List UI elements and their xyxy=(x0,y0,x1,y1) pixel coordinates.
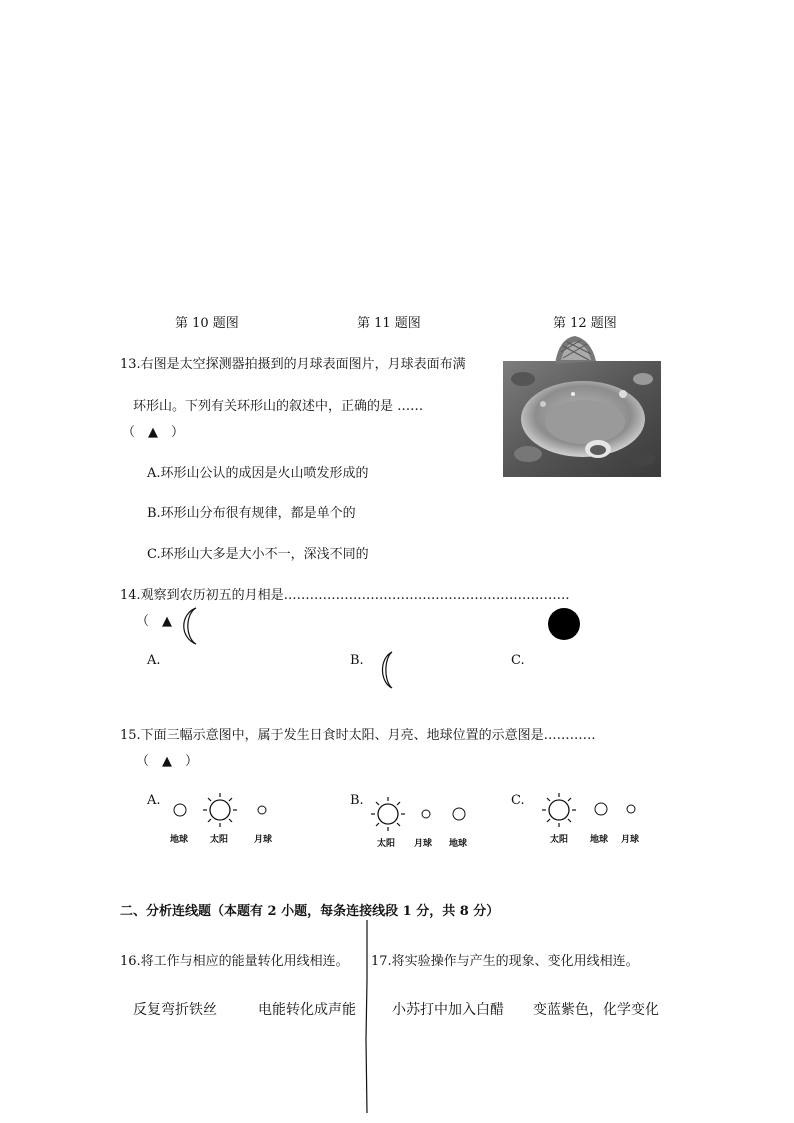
q13-option-b: B.环形山分布很有规律，都是单个的 xyxy=(147,506,356,521)
q15-a-label-sun: 太阳 xyxy=(210,835,229,845)
moon-surface-photo-icon xyxy=(503,334,663,479)
q17-left-item: 小苏打中加入白醋 xyxy=(392,1002,504,1018)
sun-icon xyxy=(370,796,406,832)
sun-icon xyxy=(202,792,238,828)
moon-icon xyxy=(625,803,637,815)
q14-answer-blank: （ ▲ xyxy=(136,614,172,629)
q13-answer-blank: （ ▲ ） xyxy=(122,425,184,440)
caption-fig-10: 第 10 题图 xyxy=(175,316,239,331)
q15-a-label-moon: 月球 xyxy=(254,835,273,845)
section2-heading: 二、分析连线题（本题有 2 小题，每条连接线段 1 分，共 8 分） xyxy=(120,904,500,919)
q17-right-item: 变蓝紫色，化学变化 xyxy=(533,1002,659,1018)
q15-a-label-earth: 地球 xyxy=(170,835,189,845)
q16-left-item: 反复弯折铁丝 xyxy=(133,1002,217,1018)
caption-fig-12: 第 12 题图 xyxy=(553,316,617,331)
moon-phase-a-icon xyxy=(178,606,202,648)
q13-stem-line2: 环形山。下列有关环形山的叙述中，正确的是 …… xyxy=(133,399,424,414)
q15-c-label-sun: 太阳 xyxy=(550,835,569,845)
q15-option-b-label: B. xyxy=(350,793,364,808)
q15-option-c-label: C. xyxy=(511,793,525,808)
q15-b-label-earth: 地球 xyxy=(449,839,468,849)
q14-option-a-label: A. xyxy=(147,653,161,668)
q13-stem-line1: 13.右图是太空探测器拍摄到的月球表面图片，月球表面布满 xyxy=(120,357,466,372)
q16-right-item: 电能转化成声能 xyxy=(258,1002,356,1018)
q14-option-c-label: C. xyxy=(511,653,525,668)
sun-icon xyxy=(541,792,577,828)
q17-stem: 17.将实验操作与产生的现象、变化用线相连。 xyxy=(371,954,639,969)
column-divider xyxy=(364,920,370,1115)
q13-option-c: C.环形山大多是大小不一，深浅不同的 xyxy=(147,547,369,562)
q14-stem: 14.观察到农历初五的月相是………………………………………………………… xyxy=(120,588,570,603)
q15-answer-blank: （ ▲ ） xyxy=(136,754,198,769)
earth-icon xyxy=(451,806,467,822)
earth-icon xyxy=(172,802,188,818)
q16-stem: 16.将工作与相应的能量转化用线相连。 xyxy=(120,954,349,969)
q15-option-a-label: A. xyxy=(147,793,161,808)
q15-b-label-moon: 月球 xyxy=(414,839,433,849)
earth-icon xyxy=(593,801,609,817)
q15-stem: 15.下面三幅示意图中，属于发生日食时太阳、月亮、地球位置的示意图是………… xyxy=(120,728,596,743)
moon-phase-b-icon xyxy=(378,650,398,692)
moon-icon xyxy=(256,804,268,816)
q14-option-b-label: B. xyxy=(350,653,364,668)
q13-option-a: A.环形山公认的成因是火山喷发形成的 xyxy=(147,466,369,481)
q15-c-label-moon: 月球 xyxy=(621,835,640,845)
moon-icon xyxy=(420,808,432,820)
q15-b-label-sun: 太阳 xyxy=(377,839,396,849)
caption-fig-11: 第 11 题图 xyxy=(357,316,421,331)
moon-phase-c-icon xyxy=(546,606,582,642)
q15-c-label-earth: 地球 xyxy=(590,835,609,845)
